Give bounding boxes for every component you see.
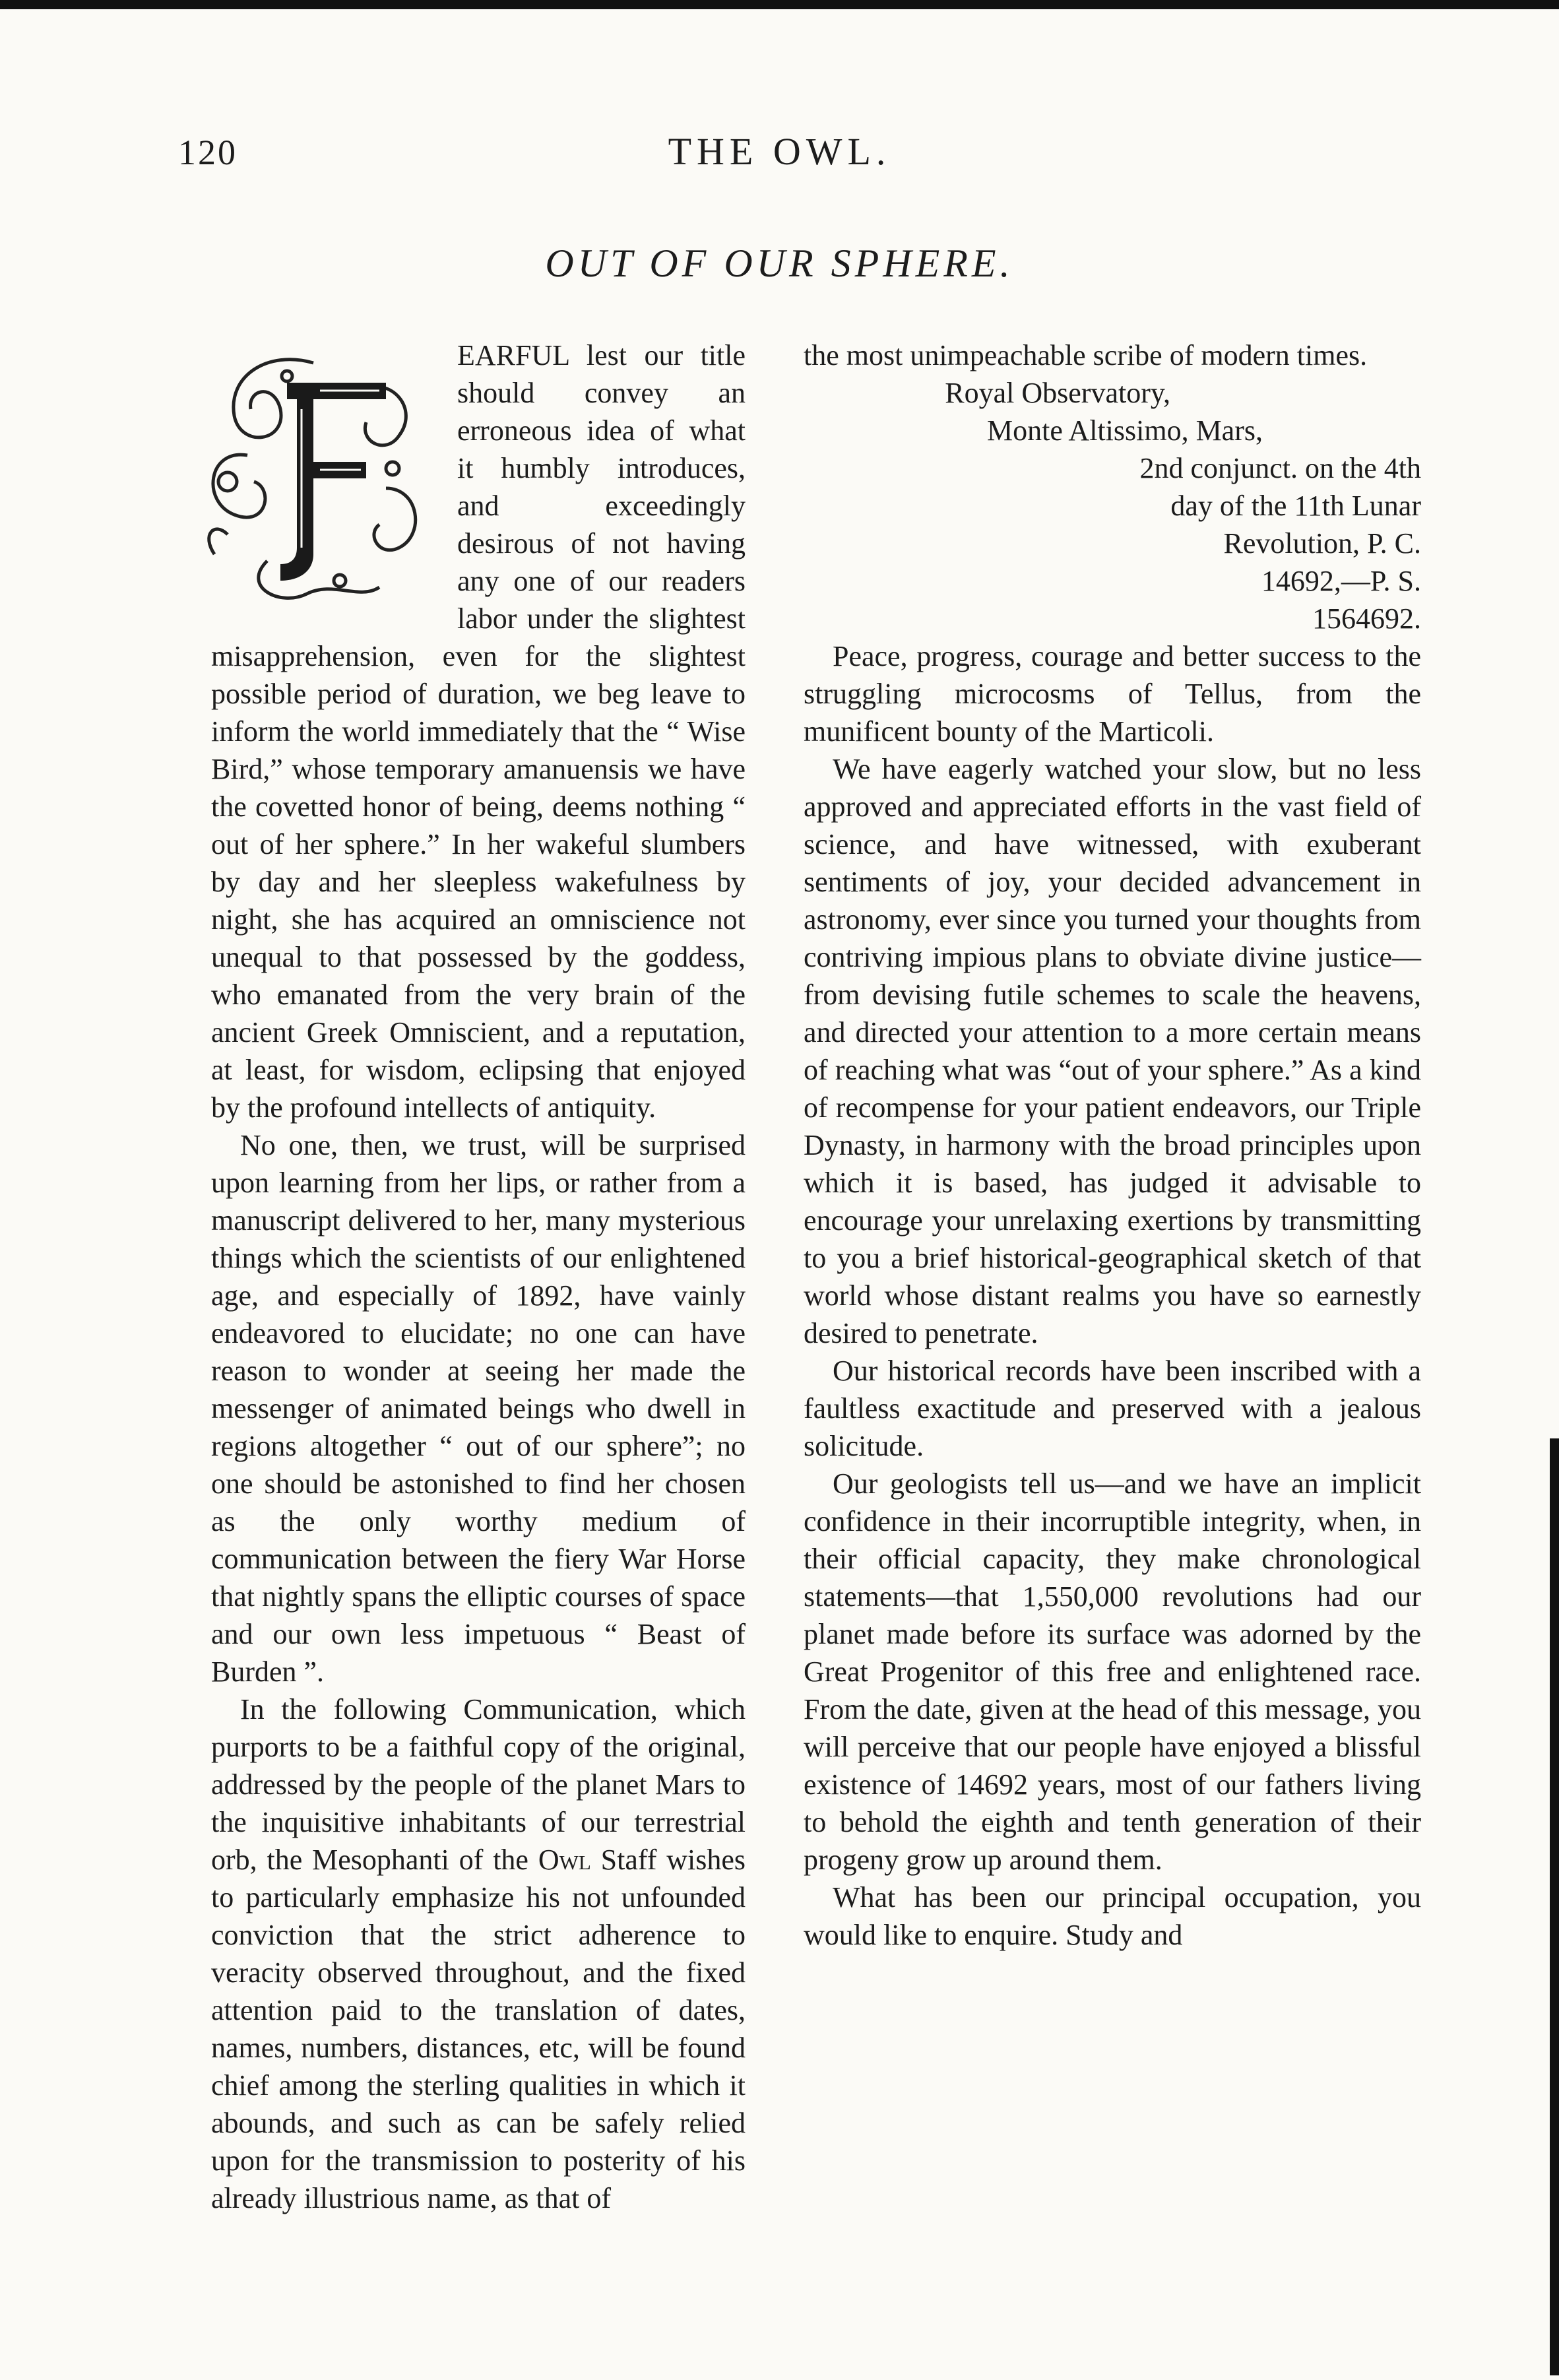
right-column xyxy=(804,337,1421,1954)
left-paragraph-1: EARFUL lest our title should convey an erroneous idea of what it humbly introduces, and exceedingly desirous of not having any one of our readers labor under the slightest misapprehension, even for the slightest possible period of duration, we beg leave to inform the world immediately that the “ Wise Bird,” whose temporary amanuensis we have the covetted honor of being, deems nothing “ out of her sphere.” In her wakeful slumbers by day and her sleepless wakefulness by night, she has acquired an omniscience not unequal to that possessed by the goddess, who emanated from the very brain of the ancient Greek Omniscient, and a reputation, at least, for wisdom, eclipsing that enjoyed by the profound intellects of antiquity. xyxy=(211,339,746,1124)
right-paragraph-5: What has been our principal occupation, you would like to enquire. Study and xyxy=(804,1881,1421,1951)
left-paragraph-3-start: In the following Communication, which purports to be a faithful copy of the original, addressed by the people of the planet Mars to the inquisitive inhabitants of our terrestrial orb, the Mesophanti of the xyxy=(211,1693,746,1876)
top-border-rule xyxy=(0,0,1559,9)
right-paragraph-1: Peace, progress, courage and better success to the struggling microcosms of Tellus, from the munificent bounty of the Marticoli. xyxy=(804,640,1421,748)
address-line-6: 14692,—P. S. xyxy=(1261,565,1421,597)
right-edge-rule xyxy=(1550,1438,1559,2375)
address-line-4: day of the 11th Lunar xyxy=(1170,490,1421,522)
address-line-5: Revolution, P. C. xyxy=(1223,527,1421,560)
article-title: OUT OF OUR SPHERE. xyxy=(545,241,1014,285)
right-paragraph-3: Our historical records have been inscribed with a faultless exactitude and preserved with a jealous solicitude. xyxy=(804,1355,1421,1462)
address-line-1: Royal Observatory, xyxy=(945,377,1170,409)
address-line-3: 2nd conjunct. on the 4th xyxy=(1139,452,1421,484)
left-paragraph-2: No one, then, we trust, will be surprised upon learning from her lips, or rather from a manuscript delivered to her, many mysterious things which the scientists of our enlightened age, and especially of 1892, have vainly endeavored to elucidate; no one can have reason to wonder at seeing her made the messenger of animated beings who dwell in regions altogether “ out of our sphere”; no one should be astonished to find her chosen as the only worthy medium of communication between the fiery War Horse that nightly spans the elliptic courses of space and our own less impetuous “ Beast of Burden ”. xyxy=(211,1129,746,1688)
address-line-2: Monte Altissimo, Mars, xyxy=(986,414,1263,447)
left-paragraph-3 xyxy=(211,1690,746,2217)
right-paragraph-4: Our geologists tell us—and we have an implicit confidence in their incorruptible integrity, when, in their official capacity, they make chronological statements—that 1,550,000 revolutions had our planet made before its surface was adorned by the Great Progenitor of this free and enlightened race. From the date, given at the head of this message, you will perceive that our people have enjoyed a blissful existence of 14692 years, most of our fathers living to behold the eighth and tenth generation of their progeny grow up around them. xyxy=(804,1467,1421,1876)
left-column xyxy=(211,337,746,2217)
address-line-7: 1564692. xyxy=(1312,602,1421,635)
right-paragraph-2: We have eagerly watched your slow, but no less approved and appreciated efforts in the vast field of science, and have witnessed, with exuberant sentiments of joy, your decided advancement in astronomy, ever since you turned your thoughts from contriving impious plans to obviate divine justice—from devising futile schemes to scale the heavens, and directed your attention to a more certain means of reaching what was “out of your sphere.” As a kind of recompense for your patient endeavors, our Triple Dynasty, in harmony with the broad principles upon which it is based, has judged it advisable to encourage your unrelaxing exertions by transmitting to you a brief historical-geographical sketch of that world whose distant realms you have so earnestly desired to penetrate. xyxy=(804,753,1421,1349)
running-head: THE OWL. xyxy=(668,130,891,173)
dateline-address xyxy=(804,374,1421,637)
left-paragraph-3-end: Staff wishes to particularly emphasize his not unfounded conviction that the strict adherence to veracity observed throughout, and the fixed attention paid to the translation of dates, names, numbers, distances, etc, will be found chief among the sterling qualities in which it abounds, and such as can be safely relied upon for the transmission to posterity of his already illustrious name, as that of xyxy=(211,1844,746,2214)
right-continuation: the most unimpeachable scribe of modern times. xyxy=(804,339,1368,371)
page-number: 120 xyxy=(178,133,238,172)
drop-cap-letter: F xyxy=(308,529,312,536)
owl-smallcaps: Owl xyxy=(538,1844,591,1876)
drop-cap-ornament xyxy=(188,337,439,614)
